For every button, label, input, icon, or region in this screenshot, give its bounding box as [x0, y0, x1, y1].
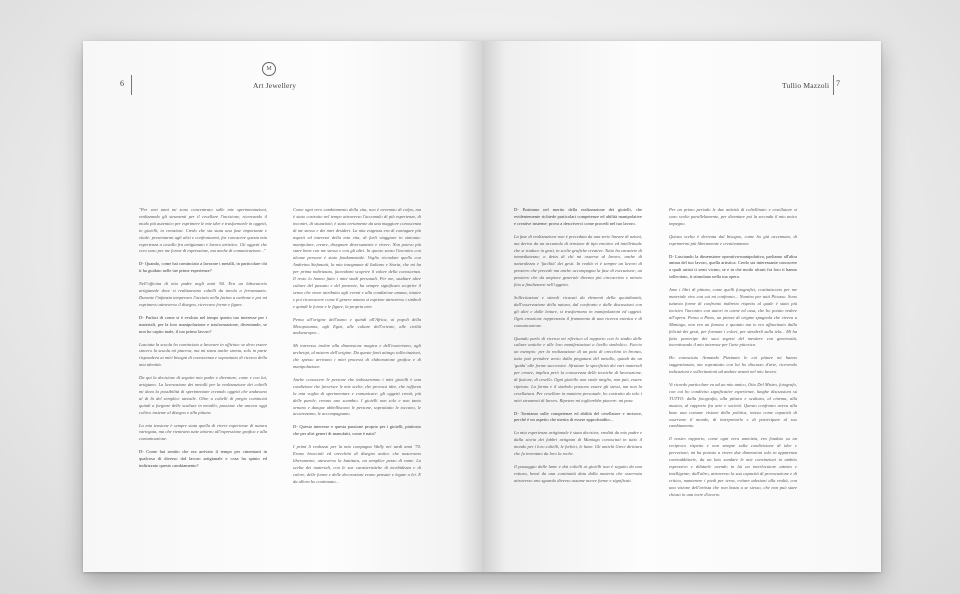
- paragraph: Lasciata la scuola ho cominciato a lavorare in officina: se devo essere sincero la scuola mi piaceva, ma mi stava anche stretta, solo in parte rispondeva ai miei bisogni di conoscenza e soprattutto di ricerca della mia identità.: [139, 341, 267, 368]
- text-column: [514, 207, 642, 491]
- paragraph: Nell'officina di mio padre negli anni '60. Era un laboratorio artigianale dove si realizzavano cobelli da tavola a ferramazzio. Durante l'infanzia temperavo l'acciaio nella fucina a carbone e poi mi esprimevo attraverso il disegno, ricercavo forme e figure.: [139, 281, 267, 307]
- paragraph: Quando parlo di ricerca mi riferisco al rapporto con lo studio delle culture antiche e alle loro manifestazioni a livello simbolico. Faccio un esempio: per la realizzazione di un paio di orecchini in bronzo, tutto può prendere avvio dalla piegatura del metallo, quindi da un 'guida' alle forme successive. Sfruttare le specificità dei vari materiali per creare, implica però la conoscenza delle tecniche di lavorazione, di fusione, di cesello. Ogni gioiello non vuole meglio, non può, essere ripetuto. La forma e il simbolo possono essere gli stessi, ma non la cesellatura. Per cesellare in maniera personale, ho costruito da solo i miei strumenti di lavoro. Ripetere mi toglierebbe piacere: mi pesa.: [514, 335, 642, 403]
- paragraph: La fase di realizzazione non è preceduta da una serie lineare di azioni, ma deriva da un accumulo di tensione di tipo emotivo ed intellettuale che si traduce in gesti, in scelte grafiche creative. Tutto ha carattere di immediatezza; a detta di chi mi osserva al lavoro, anche di naturalezza e 'facilità' dei gesti. In realtà vi è sempre un lavoro di pensiero che precede ma anche accompagna la fase di esecuzione; un pensiero che da ampiore generale diventa più circoscritto e mirato fino a finalizzarsi nell'oggetto.: [514, 233, 642, 288]
- paragraph: D- Entriamo nel merito della realizzazione dei gioielli, che evidentemente richiede particolari competenze ed abilità manipolative e creative insieme: prova a descriverci come procedi nel tuo lavoro.: [514, 207, 642, 226]
- paragraph: D- Quando, come hai cominciato a lavorare i metalli, in particolare chi ti ha guidato nelle tue prime esperienze?: [139, 261, 267, 274]
- paragraph: Amo i libri di pittura, come quelli fotografici, costituiscono per me materiale vivo con cui mi confronto... Nomino per tutti Picasso. Sono tuttavia forme di confronto indiretto rispetto al quale è stato più incisivo l'incontro con autori in carne ed ossa, che ho potuto vedere all'opera. Penso a Pinto, un pittore di origine spagnola che viveva a Maniago, non era un famoso e quotato ma io ero affascinato dalla felicità dei gesti, per formare i colori, per stenderli sulla tela... Mi ha fatto partecipe dei suoi segreti del mestiere con generosità, incentivando il mio interesse per l'arte pittorica.: [669, 287, 797, 348]
- paragraph: D- Torniamo sulle competenze ed abilità del cesellatore e incisore, perché è un aspetto che merita di essere approfondito...: [514, 410, 642, 423]
- paragraph: La mia esperienza artigianale è stata decisiva; eredità da mio padre e dalla storia dei fabbri artigiani di Maniago conosciuti in tutto il mondo per i loro coltelli, le forbici, le lame. Gli antichi Greci dirittura che fu inventato da loro la roche.: [514, 430, 642, 457]
- paragraph: "Per vari anni mi sono concentrato sulle mie sperimentazioni, realizzando gli strumenti per il cesellare l'incisione, ricercando il modo più autentico per esprimere le mie idee e trasformarle in oggetti, in gioielli, in creazioni. Credo che sia stata una fase importante e vitale: presentarmi agli altri e confrontarmi, far conoscere questa mia esperienza a cavallo fra artigianato e lavoro artistico. Gli oggetti che creo sono per me forme di espressione, ma anche di comunicazione...": [139, 207, 267, 254]
- paragraph: D- Lasciando la dimensione operativa-manipolativa, parliamo all'altra anima del tuo lavoro, quella artistica. Credo sia interessante conoscere a quali artisti ti senti vicino, se e in che modo alcuni fra loro ti hanno sollecitato, ti stimolano nella tua opera.: [669, 253, 797, 280]
- paragraph: Anche conoscere le persone che indosseranno i miei gioielli è una condizione che favorisce le mie scelte, che provoca idee, che rafforza la mia voglia di sperimentare e comunicare: gli oggetti creati, più delle parole, creano uno scambio. I gioielli non solo e non tanto ornano e dunque abbelliscono le persone, soprattutto le toccano, le accarezzano, le accompagnano.: [293, 376, 421, 417]
- header-rule: [833, 75, 834, 95]
- text-column: [293, 207, 421, 492]
- paragraph: Questa scelta è derivata dal bisogno, come ho già accennato, di esprimermi più liberamente e creativamente.: [669, 233, 797, 246]
- text-column: [669, 207, 797, 505]
- running-head: Art Jewellery: [253, 81, 297, 90]
- left-page: [83, 41, 482, 572]
- paragraph: Da qui la decisione di seguire mio padre e diventare, come e con lui, artigiano. La lavorazione dei metalli per la realizzazione dei coltelli mi dava la possibilità di sperimentare creando oggetti che andavano al di là del semplice utensile. Oltre a coltelli di pregio cominciai quindi a forgiare delle sculture in metallo, passione che ancora oggi coltivo insieme al disegno e alla pittura.: [139, 375, 267, 415]
- right-page: [482, 41, 881, 572]
- paragraph: D- Parlaci di come si è evoluto nel tempo questo tuo interesse per i materiali, per la loro manipolazione e trasformazione, diventando, se non ho capito male, il tuo primo lavoro?: [139, 314, 267, 334]
- paragraph: Mi interesso inoltre alla dimensione magica e dell'esoterismo, agli archetipi, al mistero dell'origine. Da queste fonti attingo sollecitazioni, che spesso arrivano i miei processi di elaborazione grafica e di manipolazione.: [293, 343, 421, 370]
- page-number: 7: [836, 79, 840, 88]
- paragraph: La mia tensione è sempre stata quella di vivere esperienze di natura variegata, ma che rientrano tutte attorno all'espressione grafica e alla comunicazione.: [139, 422, 267, 442]
- paragraph: Penso all'origine dell'uomo e quindi all'Africa, ai popoli della Mesopotamia, agli Egizi, alle culture dell'oriente, alle civiltà andoeuropee...: [293, 316, 421, 336]
- paragraph: D- Questo interesse e questa passione proprio per i gioielli, piuttosto che per altri generi di manufatti, come è nata?: [293, 424, 421, 437]
- paragraph: Il nostro rapporto, come ogni vera amicizia, era fondato su un reciproco rispetto e non sempre sulla condivisione di idee e percezioni; mi ha portato a vivere due dimensioni solo in apparenza contraddittorie, da un lato sondare le mie convinzioni in ambito espressivo e dilatarle avendo in lui un interlocutore attento e intelligente; dall'altro, attraverso la sua capacità di provocazione e di critica, mantenere i piedi per terra, evitare adesioni alla realtà, con una visione dell'artista che non basta a se stesso, che non può stare chiuso in una torre d'avorio.: [669, 436, 797, 497]
- paragraph: Vi ricordo particolare va ad un mio amico, Otto Del Mistro, fotografo, con cui ho condiviso significative esperienze, lunghe discussioni su TUTTO: dalla fotografia, alla pittura e scultura, al cinema, alla musica, al rapporto fra arte e società. Questo confronto aveva alla base una comune visione della politica, intesa come capacità di osservare il mondo, di interpretarlo e di partecipare al suo cambiamento.: [669, 382, 797, 429]
- paragraph: Ho conosciuto Armando Pizzinato le cui pitture mi hanno suggestionato, ma soprattutto con lui ho discusso d'arte, ricevendo indicazioni e sollecitazioni ad andare avanti nel mio lavoro.: [669, 355, 797, 375]
- running-head: Tullio Mazzoli: [782, 81, 830, 90]
- header-rule: [131, 75, 132, 95]
- paragraph: D- Come hai sentito che era arrivato il tempo per cimentarti in qualcosa di diverso dal lavoro artigianale e cosa ha spinto ed indirizzato questo cambiamento?: [139, 449, 267, 469]
- page-number: 6: [120, 79, 124, 88]
- book-spread: [83, 41, 881, 572]
- paragraph: Il passaggio dalle lame e dai coltelli ai gioielli non è seguito da una rottura, bensì da una continuità data dalla materia che osservata attraverso uno sguardo diverso assume nuove forme e significati.: [514, 464, 642, 483]
- paragraph: I primi li realizzai per la mia compagna Wally nei tardi anni '70. Erano bracciali ed orecchini di disegno antico che nascevano liberamente, attraverso la battitura, un semplice pezzo di rame. La scelta dei materiali, con le sue caratteristiche di morbidezza e di calore, delle forme e delle decorazioni erano pensate e legate a lei. E da allora ho continuato...: [293, 444, 421, 484]
- monogram-logo-icon: M: [262, 62, 276, 76]
- text-column: [139, 207, 267, 476]
- paragraph: Per un primo periodo le due attività di coltellinaio e cesellatore si sono svolte parallelamente, per diventare poi la seconda il mio unico impegno.: [669, 207, 797, 226]
- paragraph: Sollecitazioni e stimoli ricavati da elementi della quotidianità, dall'osservazione della natura, dal confronto e dalle discussioni con gli altri e dalle letture, si trasformano in manipolazioni ed oggetti. Ogni creazione rappresenta il frammento di una ricerca estetica e di comunicazione.: [514, 294, 642, 328]
- paragraph: Come ogni vero cambiamento della vita, non è avvenuto di colpo, ma è stato costruito nel tempo attraverso l'accumulo di più esperienze, di incontri, di situazioni; è stato certamente da una maggiore conoscenza di me stesso e dei miei desideri. La mia esigenza era di coniugare più aspetti ed interessi della mia vita, di farli viaggiare in sintonia: manipolare, creare, disegnare diversamente e vivere. Non potevo più stare bene con me stesso e con gli altri. In questo senso l'incontro con alcune persone è stato fondamentale. Voglio ricordare quello con Andreina Stefanutti, la mia insegnante di Italiano e Storia, che mi ha per prima indirizzato, facendomi scoprire il valore della conoscenza. Il resto lo hanno fatto i miei studi personali. Per me, studiare altre culture del passato e del presente, ha sempre significato scoprire il senso che viene attribuito agli eventi e alla condizione umana, intuire e poi riconoscere come il genere umano si esprime attraverso i simboli e quindi le forme e le figure, la propria arte.: [293, 207, 421, 309]
